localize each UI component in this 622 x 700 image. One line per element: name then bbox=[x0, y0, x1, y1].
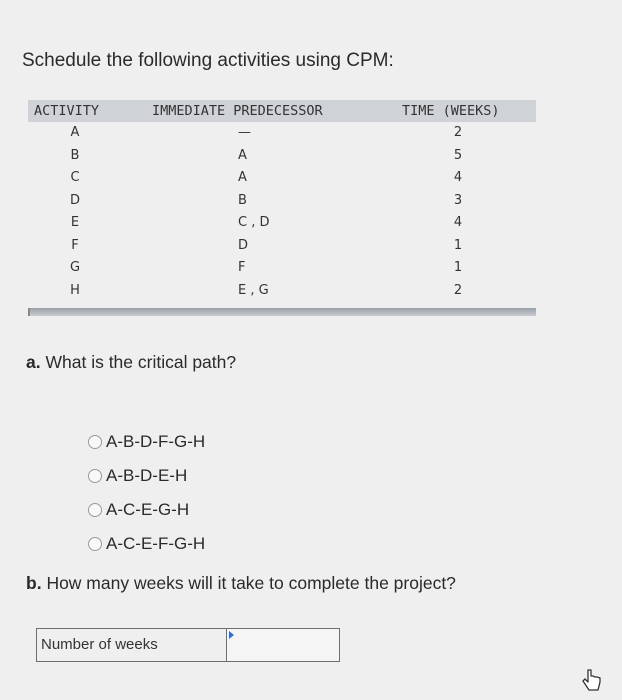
header-time: TIME (WEEKS) bbox=[402, 103, 500, 119]
cell-predecessor: F bbox=[238, 260, 246, 275]
radio-button-icon[interactable] bbox=[88, 435, 102, 449]
cell-time: 2 bbox=[453, 125, 463, 140]
cell-time: 1 bbox=[453, 260, 463, 275]
weeks-input[interactable] bbox=[227, 629, 339, 661]
table-body bbox=[28, 122, 536, 302]
option-2[interactable] bbox=[88, 459, 205, 493]
cell-predecessor: B bbox=[238, 192, 247, 208]
cell-time: 1 bbox=[453, 237, 463, 253]
table-row bbox=[28, 190, 536, 213]
cell-time: 4 bbox=[453, 170, 463, 185]
cell-activity: E bbox=[70, 215, 80, 230]
question-a-text: What is the critical path? bbox=[45, 352, 237, 372]
radio-button-icon[interactable] bbox=[88, 503, 102, 517]
option-3[interactable] bbox=[88, 493, 205, 527]
table-row bbox=[28, 122, 536, 145]
cell-time: 3 bbox=[453, 192, 463, 208]
cell-activity: G bbox=[70, 260, 81, 275]
table-footer-bar bbox=[28, 308, 536, 316]
question-b-text: How many weeks will it take to complete the project? bbox=[46, 573, 456, 593]
table-row bbox=[28, 280, 536, 303]
activity-table bbox=[28, 100, 536, 316]
table-row bbox=[28, 212, 536, 235]
weeks-field-label: Number of weeks bbox=[37, 629, 227, 661]
radio-button-icon[interactable] bbox=[88, 469, 102, 483]
table-row bbox=[28, 235, 536, 258]
weeks-answer-box bbox=[36, 628, 340, 662]
question-a bbox=[26, 352, 236, 373]
blue-caret-icon bbox=[229, 631, 234, 639]
answer-options bbox=[88, 425, 205, 561]
header-activity: ACTIVITY bbox=[34, 103, 100, 119]
radio-button-icon[interactable] bbox=[88, 537, 102, 551]
cell-time: 2 bbox=[453, 282, 463, 298]
cell-predecessor: D bbox=[238, 237, 249, 253]
cell-activity: H bbox=[70, 282, 80, 298]
cell-activity: D bbox=[70, 192, 81, 208]
table-row bbox=[28, 167, 536, 190]
question-b bbox=[26, 573, 456, 594]
option-label: A-B-D-E-H bbox=[106, 466, 188, 485]
cell-activity: B bbox=[70, 147, 80, 163]
option-label: A-C-E-F-G-H bbox=[106, 534, 206, 553]
cell-activity: F bbox=[71, 237, 79, 253]
option-label: A-C-E-G-H bbox=[106, 500, 190, 519]
cell-predecessor: C , D bbox=[238, 215, 270, 230]
table-header bbox=[28, 100, 536, 122]
question-b-label: b. bbox=[26, 573, 42, 593]
question-a-label: a. bbox=[26, 352, 41, 372]
cell-predecessor: A bbox=[238, 170, 247, 185]
table-row bbox=[28, 257, 536, 280]
header-predecessor: IMMEDIATE PREDECESSOR bbox=[152, 103, 323, 119]
option-label: A-B-D-F-G-H bbox=[106, 432, 206, 451]
option-1[interactable] bbox=[88, 425, 205, 459]
cell-activity: C bbox=[70, 170, 80, 185]
question-title: Schedule the following activities using CPM: bbox=[22, 50, 394, 71]
cell-predecessor: A bbox=[238, 147, 247, 163]
cell-predecessor: E , G bbox=[238, 282, 269, 298]
hand-pointer-cursor-icon bbox=[580, 668, 604, 696]
cell-predecessor: — bbox=[238, 125, 251, 140]
cell-activity: A bbox=[70, 125, 80, 140]
cell-time: 4 bbox=[453, 215, 463, 230]
table-row bbox=[28, 145, 536, 168]
option-4[interactable] bbox=[88, 527, 205, 561]
cell-time: 5 bbox=[453, 147, 463, 163]
